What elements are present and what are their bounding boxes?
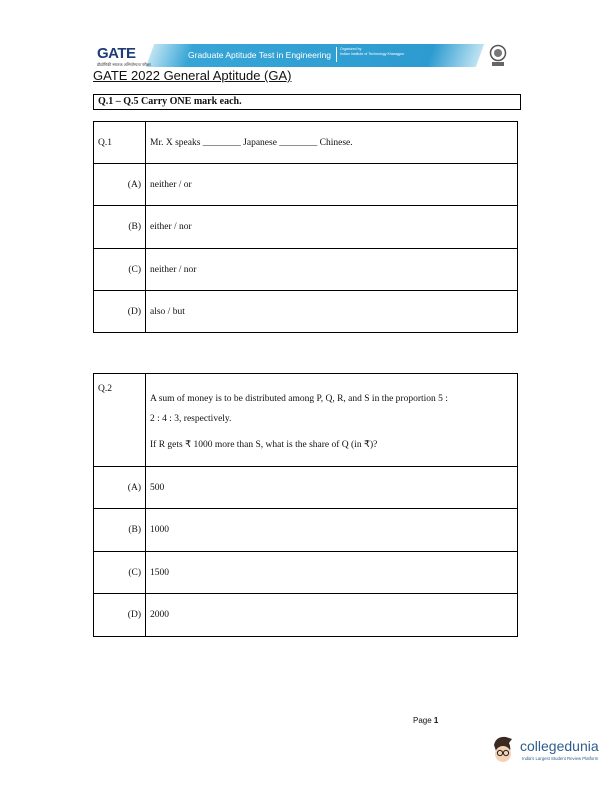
section-header: Q.1 – Q.5 Carry ONE mark each.: [93, 94, 521, 110]
option-text: 500: [146, 467, 518, 509]
option-text: neither / nor: [146, 249, 518, 291]
organizer-line1: Organized by: [340, 47, 362, 51]
banner-title: Graduate Aptitude Test in Engineering: [188, 50, 332, 60]
banner-divider: [336, 47, 337, 62]
gate-logo: GATE: [97, 45, 136, 62]
option-letter: (D): [94, 291, 146, 333]
option-letter: (B): [94, 206, 146, 249]
option-row: [94, 206, 518, 249]
question-row: [94, 122, 518, 164]
option-letter: (D): [94, 594, 146, 637]
question-row: [94, 374, 518, 467]
gate-logo-subtitle: प्रौद्योगिकी स्नातक अभियोग्यता परीक्षा: [97, 62, 151, 67]
question-text: Mr. X speaks ________ Japanese ________ Chinese.: [146, 122, 518, 164]
option-letter: (A): [94, 467, 146, 509]
option-text: 2000: [146, 594, 518, 637]
option-text: also / but: [146, 291, 518, 333]
option-row: [94, 467, 518, 509]
question-table-2: [93, 373, 518, 637]
document-title: GATE 2022 General Aptitude (GA): [93, 68, 292, 83]
question-number: Q.1: [94, 122, 146, 164]
option-text: neither / or: [146, 164, 518, 206]
option-text: 1000: [146, 509, 518, 552]
collegedunia-tagline: India's Largest Student Review Platform: [522, 756, 599, 761]
option-row: [94, 291, 518, 333]
question-text: A sum of money is to be distributed among P, Q, R, and S in the proportion 5 : 2 : 4 : 3, respectively. If R gets ₹ 1000 more than S, what is the share of Q (in ₹)?: [146, 374, 518, 467]
banner-organizer: [340, 47, 404, 57]
collegedunia-brand: collegedunia: [520, 738, 599, 754]
option-row: [94, 552, 518, 594]
option-row: [94, 164, 518, 206]
question-table-1: [93, 121, 518, 333]
option-text: 1500: [146, 552, 518, 594]
option-row: [94, 594, 518, 637]
option-letter: (C): [94, 249, 146, 291]
question-number: Q.2: [94, 374, 146, 467]
option-row: [94, 509, 518, 552]
organizer-line2: Indian Institute of Technology Kharagpur: [340, 52, 405, 56]
option-letter: (B): [94, 509, 146, 552]
option-text: either / nor: [146, 206, 518, 249]
page-number: Page 1: [413, 716, 439, 725]
iit-kharagpur-emblem-icon: [489, 44, 507, 68]
option-row: [94, 249, 518, 291]
collegedunia-mascot-icon: [492, 735, 514, 763]
option-letter: (A): [94, 164, 146, 206]
option-letter: (C): [94, 552, 146, 594]
